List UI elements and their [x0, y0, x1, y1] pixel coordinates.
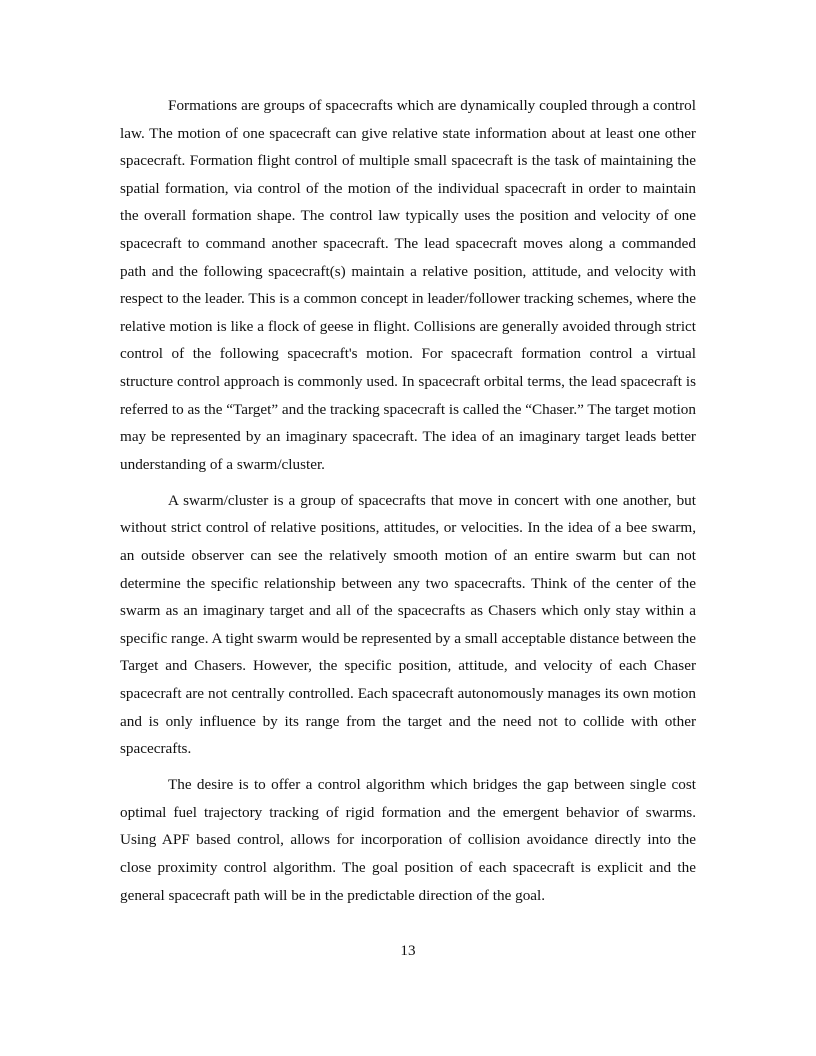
paragraph-formations: Formations are groups of spacecrafts which are dynamically coupled through a control law. The motion of one spacecraft can give relative state information about at least one other spacecraft. Formation flight control of multiple small spacecraft is the task of maintaining the spatial formation, via control of the motion of the individual spacecraft in order to maintain the overall formation shape. The control law typically uses the position and velocity of one spacecraft to command another spacecraft. The lead spacecraft moves along a commanded path and the following spacecraft(s) maintain a relative position, attitude, and velocity with respect to the leader. This is a common concept in leader/follower tracking schemes, where the relative motion is like a flock of geese in flight. Collisions are generally avoided through strict control of the following spacecraft's motion. For spacecraft formation control a virtual structure control approach is commonly used. In spacecraft orbital terms, the lead spacecraft is referred to as the “Target” and the tracking spacecraft is called the “Chaser.” The target motion may be represented by an imaginary spacecraft. The idea of an imaginary target leads better understanding of a swarm/cluster. — [120, 97, 696, 473]
body-text — [120, 92, 696, 909]
paragraph-swarm-cluster: A swarm/cluster is a group of spacecrafts that move in concert with one another, but without strict control of relative positions, attitudes, or velocities. In the idea of a bee swarm, an outside observer can see the relatively smooth motion of an entire swarm but can not determine the specific relationship between any two spacecrafts. Think of the center of the swarm as an imaginary target and all of the spacecrafts as Chasers which only stay within a specific range. A tight swarm would be represented by a small acceptable distance between the Target and Chasers. However, the specific position, attitude, and velocity of each Chaser spacecraft are not centrally controlled. Each spacecraft autonomously manages its own motion and is only influence by its range from the target and the need not to collide with other spacecrafts. — [120, 491, 696, 758]
page-number: 13 — [400, 942, 416, 959]
paragraph-control-algorithm: The desire is to offer a control algorithm which bridges the gap between single cost optimal fuel trajectory tracking of rigid formation and the emergent behavior of swarms. Using APF based control, allows for incorporation of collision avoidance directly into the close proximity control algorithm. The goal position of each spacecraft is explicit and the general spacecraft path will be in the predictable direction of the goal. — [120, 776, 696, 904]
